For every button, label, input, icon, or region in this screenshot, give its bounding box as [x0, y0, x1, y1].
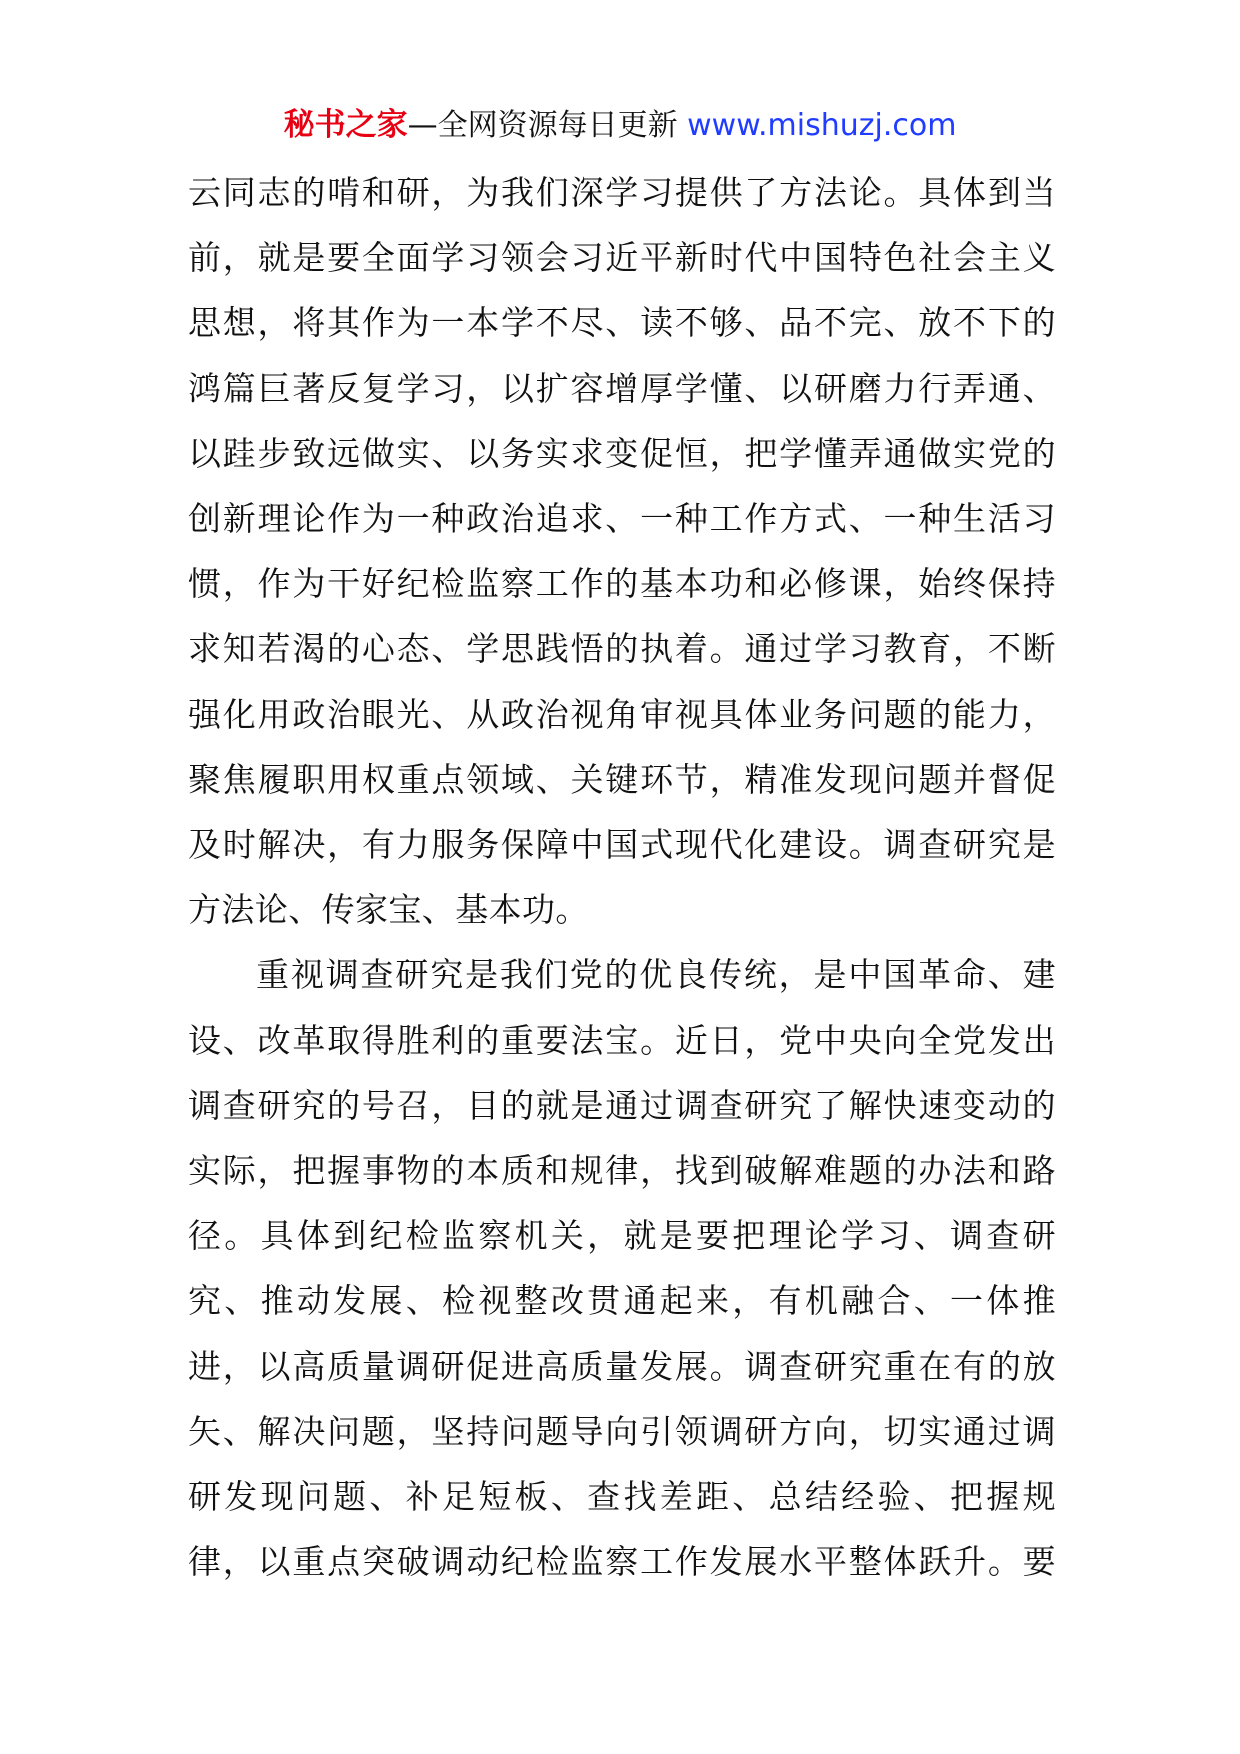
paragraph-1: [188, 160, 1056, 942]
text-line: 前，就是要全面学习领会习近平新时代中国特色社会主义: [188, 238, 1056, 278]
text-line: 实际，把握事物的本质和规律，找到破解难题的办法和路: [188, 1151, 1056, 1191]
text-line: 强化用政治眼光、从政治视角审视具体业务问题的能力，: [188, 694, 1056, 734]
text-line: 思想，将其作为一本学不尽、读不够、品不完、放不下的: [188, 303, 1056, 343]
text-line: 鸿篇巨著反复学习，以扩容增厚学懂、以研磨力行弄通、: [188, 368, 1056, 408]
text-line: 方法论、传家宝、基本功。: [188, 890, 589, 930]
text-line: 究、推动发展、检视整改贯通起来，有机融合、一体推: [188, 1281, 1056, 1321]
text-line: 聚焦履职用权重点领域、关键环节，精准发现问题并督促: [188, 759, 1056, 799]
text-line: 及时解决，有力服务保障中国式现代化建设。调查研究是: [188, 825, 1056, 865]
text-line: 律，以重点突破调动纪检监察工作发展水平整体跃升。要: [188, 1542, 1056, 1582]
text-line: 研发现问题、补足短板、查找差距、总结经验、把握规: [188, 1477, 1056, 1517]
text-line: 求知若渴的心态、学思践悟的执着。通过学习教育，不断: [188, 629, 1056, 669]
text-line: 重视调查研究是我们党的优良传统，是中国革命、建: [256, 955, 1056, 995]
text-line: 创新理论作为一种政治追求、一种工作方式、一种生活习: [188, 499, 1056, 539]
text-line: 矢、解决问题，坚持问题导向引领调研方向，切实通过调: [188, 1411, 1056, 1451]
text-line: 惯，作为干好纪检监察工作的基本功和必修课，始终保持: [188, 564, 1056, 604]
text-line: 进，以高质量调研促进高质量发展。调查研究重在有的放: [188, 1346, 1056, 1386]
site-header: [0, 98, 1240, 153]
document-body: [188, 160, 1056, 1594]
header-tagline: —全网资源每日更新: [407, 108, 688, 143]
paragraph-2: [188, 942, 1056, 1594]
site-url-link[interactable]: www.mishuzj.com: [687, 108, 957, 143]
text-line: 云同志的啃和研，为我们深学习提供了方法论。具体到当: [188, 173, 1056, 212]
text-line: 设、改革取得胜利的重要法宝。近日，党中央向全党发出: [188, 1020, 1056, 1060]
text-line: 径。具体到纪检监察机关，就是要把理论学习、调查研: [188, 1216, 1056, 1256]
text-line: 以跬步致远做实、以务实求变促恒，把学懂弄通做实党的: [188, 433, 1056, 473]
brand-name: 秘书之家: [283, 107, 408, 143]
text-line: 调查研究的号召，目的就是通过调查研究了解快速变动的: [188, 1085, 1056, 1125]
